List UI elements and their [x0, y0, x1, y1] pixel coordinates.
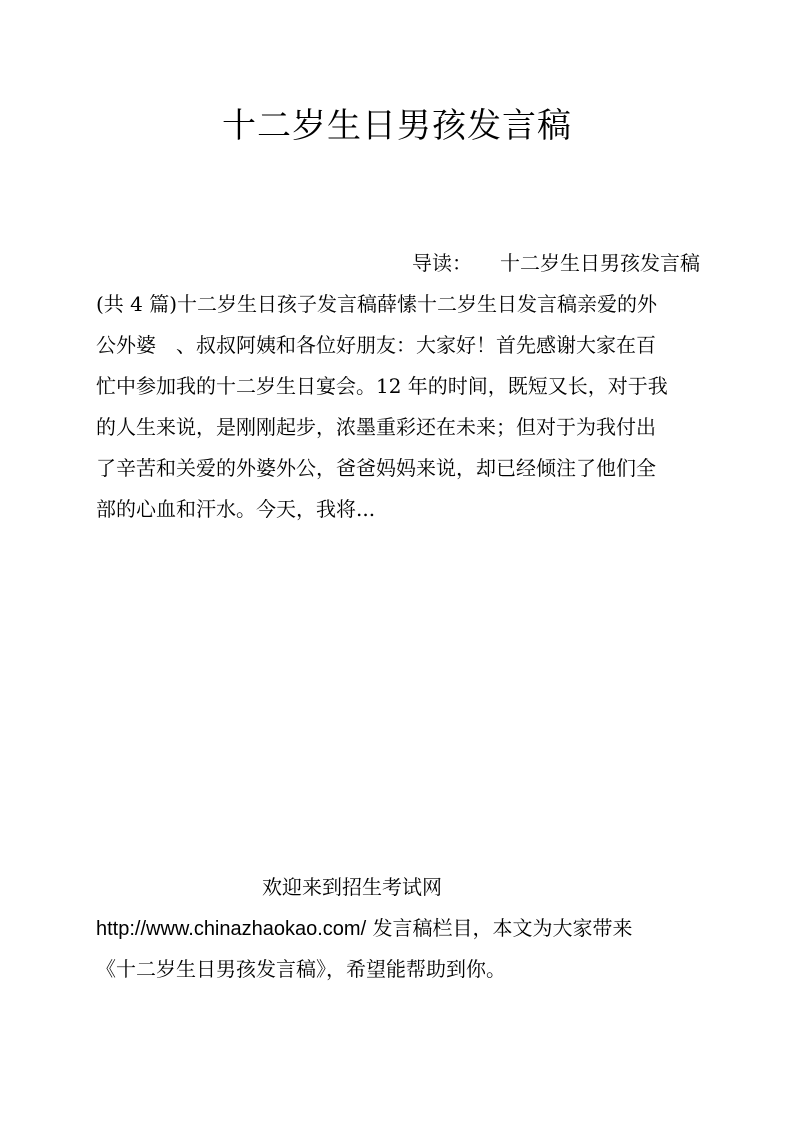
intro-lead-line	[96, 243, 700, 284]
intro-line: 了辛苦和关爱的外婆外公，爸爸妈妈来说，却已经倾注了他们全	[96, 456, 656, 480]
intro-lead: 十二岁生日男孩发言稿	[500, 251, 700, 275]
footer-welcome: 欢迎来到招生考试网	[262, 875, 442, 899]
intro-line: 忙中参加我的十二岁生日宴会。12 年的时间，既短又长，对于我	[96, 374, 668, 398]
intro-line: 部的心血和汗水。今天，我将...	[96, 497, 376, 521]
site-link[interactable]: http://www.chinazhaokao.com/	[96, 918, 367, 940]
footer-paragraph	[96, 867, 700, 990]
intro-line: 的人生来说，是刚刚起步，浓墨重彩还在未来；但对于为我付出	[96, 415, 656, 439]
footer-url-line	[96, 908, 700, 949]
intro-label: 导读：	[412, 251, 472, 275]
footer-line2-text: 发言稿栏目，本文为大家带来	[366, 916, 633, 940]
intro-paragraph	[96, 243, 700, 530]
document-title: 十二岁生日男孩发言稿	[222, 106, 572, 146]
intro-line: 公外婆 、叔叔阿姨和各位好朋友：大家好！首先感谢大家在百	[96, 333, 656, 357]
footer-line3: 《十二岁生日男孩发言稿》，希望能帮助到你。	[96, 957, 506, 981]
intro-line: (共 4 篇)十二岁生日孩子发言稿薛愫十二岁生日发言稿亲爱的外	[96, 292, 658, 316]
